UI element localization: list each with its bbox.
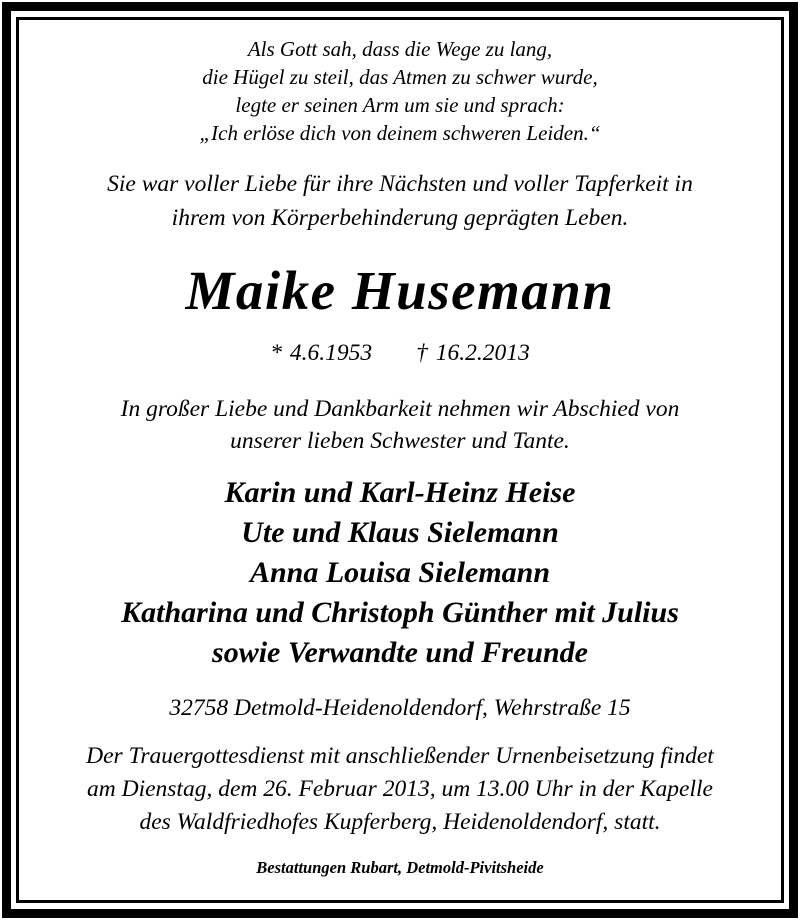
mourner-entry: Karin und Karl-Heinz Heise [224,476,576,509]
family-address: 32758 Detmold-Heidenoldendorf, Wehrstraße 15 [169,695,631,721]
farewell-line: In großer Liebe und Dankbarkeit nehmen wir Abschied von [120,396,680,422]
mourner-entry: Ute und Klaus Sielemann [241,516,559,549]
poem-line: Als Gott sah, dass die Wege zu lang, [247,37,553,61]
mourner-entry: Katharina und Christoph Günther mit Julius [121,596,679,629]
service-line: Der Trauergottesdienst mit anschließender Urnenbeisetzung findet [86,743,714,769]
birth-date: * 4.6.1953 [270,340,373,366]
mourner-entry: Anna Louisa Sielemann [249,556,551,589]
poem-line: „Ich erlöse dich von deinem schweren Leiden.“ [199,121,601,145]
tribute-text [19,167,781,235]
farewell-text [19,393,781,457]
life-dates [19,337,781,369]
deceased-name: Maike Husemann [185,260,615,321]
tribute-line: ihrem von Körperbehinderung geprägten Leben. [171,205,629,231]
service-line: am Dienstag, dem 26. Februar 2013, um 13.00 Uhr in der Kapelle [87,776,713,802]
mourner-entry: sowie Verwandte und Freunde [212,636,588,669]
undertaker-credit: Bestattungen Rubart, Detmold-Pivitsheide [256,858,544,877]
obituary-notice [19,20,781,900]
mourners-list [19,473,781,673]
poem-verse [19,35,781,147]
death-date: † 16.2.2013 [416,340,530,366]
farewell-line: unserer lieben Schwester und Tante. [230,428,570,454]
poem-line: legte er seinen Arm um sie und sprach: [235,93,565,117]
service-line: des Waldfriedhofes Kupferberg, Heidenoldendorf, statt. [139,809,661,835]
funeral-service-info [19,740,781,839]
poem-line: die Hügel zu steil, das Atmen zu schwer wurde, [202,65,598,89]
tribute-line: Sie war voller Liebe für ihre Nächsten und voller Tapferkeit in [107,171,693,197]
